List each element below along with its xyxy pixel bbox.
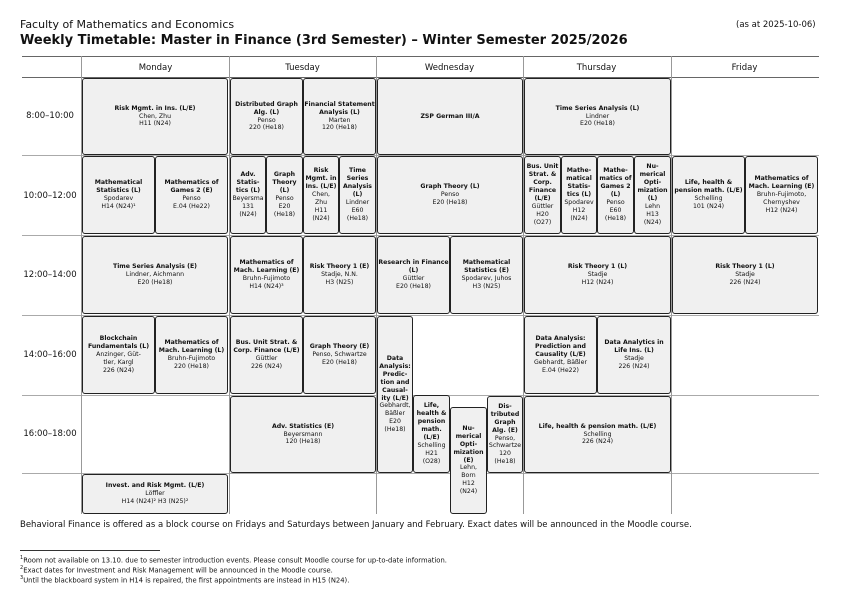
course-cell[interactable] (524, 316, 597, 394)
course-detail: H12 (462, 480, 475, 488)
course-title: Time Series Analysis (L) (342, 167, 372, 199)
course-detail: Penso (606, 198, 625, 206)
day-header-friday: Friday (731, 63, 758, 73)
course-title: Data Analysis: Prediction and Causality (L/E) (535, 335, 586, 359)
course-title: Distributed Graph Alg. (L) (235, 100, 298, 116)
course-cell[interactable] (82, 156, 155, 234)
course-cell[interactable] (230, 78, 303, 155)
course-cell[interactable] (377, 236, 450, 314)
course-detail: Gebhardt, (379, 402, 411, 410)
course-cell[interactable] (303, 156, 339, 234)
course-title: Mathe- matics of Games 2 (L) (599, 167, 632, 199)
course-detail: Stadje (735, 271, 755, 279)
course-cell[interactable] (450, 407, 487, 514)
course-detail: (O27) (533, 218, 552, 226)
footnote: $^3$Until the blackboard system in H14 is repaired, the first appointments are instead in H15 (N24). (20, 575, 350, 585)
course-title: Risk Mgmt. in Ins. (L/E) (114, 104, 196, 112)
course-cell[interactable] (524, 78, 671, 155)
course-detail: Bäßler (384, 410, 405, 418)
course-detail: E60 (351, 206, 364, 214)
course-title: Mathematical Statistics (E) (462, 259, 511, 275)
course-detail: Stadje (587, 271, 608, 279)
course-cell[interactable] (230, 236, 303, 314)
course-detail: H14 (N24)³ (249, 282, 284, 290)
course-cell[interactable] (339, 156, 376, 234)
course-detail: Anzinger, Güt- (96, 351, 141, 359)
course-detail: E20 (278, 202, 291, 210)
course-title: Mathematics of Games 2 (E) (164, 179, 219, 195)
course-detail: (He18) (384, 426, 406, 434)
day-header-thursday: Thursday (576, 63, 617, 73)
block-course-note: Behavioral Finance is offered as a block course on Fridays and Saturdays between January and February. Exact dates will be announced in the Moodle course. (20, 520, 692, 530)
course-detail: 120 (499, 450, 511, 458)
course-detail: Stadje (624, 355, 644, 362)
course-detail: Schwartze (488, 442, 522, 450)
course-detail: H12 (N24) (765, 206, 798, 214)
course-detail: E20 (He18) (432, 198, 468, 206)
course-cell[interactable] (634, 156, 671, 234)
course-detail: H14 (N24)¹ (101, 202, 136, 210)
course-title: Data Analytics in Life Ins. (L) (604, 339, 664, 355)
course-title: Nu- merical Opti- mization (E) (453, 424, 484, 464)
course-cell[interactable] (377, 316, 413, 473)
course-detail: Penso (257, 116, 276, 124)
course-title: Adv. Statis- tics (L) (235, 171, 261, 195)
course-cell[interactable] (672, 236, 818, 314)
course-detail: 101 (N24) (692, 202, 725, 210)
course-detail: E.04 (He22) (173, 202, 210, 210)
day-header-wednesday: Wednesday (424, 63, 475, 73)
course-detail: (He18) (273, 210, 296, 218)
course-detail: Lindner (585, 112, 610, 120)
course-detail: 226 (N24) (729, 278, 761, 286)
course-title: Risk Theory 1 (L) (715, 263, 775, 271)
course-detail: 226 (N24) (618, 362, 650, 370)
course-detail: Lehn, (460, 464, 477, 472)
course-detail: E.04 (He22) (542, 366, 579, 374)
course-detail: H12 (N24) (581, 278, 614, 286)
course-detail: H11 (314, 206, 328, 214)
course-detail: 131 (242, 202, 254, 210)
course-title: Mathematics of Mach. Learning (E) (233, 259, 300, 275)
course-detail: Bruhn-Fujimoto (167, 355, 216, 362)
course-cell[interactable] (524, 156, 561, 234)
course-cell[interactable] (450, 236, 523, 314)
course-detail: 220 (He18) (249, 124, 284, 132)
course-detail: H14 (N24)² H3 (N25)² (121, 497, 189, 505)
course-title: Graph Theory (E) (309, 343, 370, 351)
course-detail: Marten (328, 116, 351, 124)
course-detail: Güttler (255, 355, 278, 362)
course-title: Time Series Analysis (E) (112, 263, 198, 271)
footnote-divider (20, 550, 160, 551)
course-detail: H21 (425, 449, 438, 457)
course-detail: (He18) (494, 458, 516, 466)
course-title: Time Series Analysis (L) (555, 104, 640, 112)
time-label: 16:00–18:00 (23, 429, 77, 439)
course-detail: Penso (275, 195, 294, 202)
course-detail: H11 (N24) (139, 120, 171, 128)
course-detail: (N24) (239, 210, 257, 218)
course-detail: (N24) (643, 218, 662, 226)
course-cell[interactable] (303, 316, 376, 394)
course-cell[interactable] (230, 156, 266, 234)
course-detail: Gebhardt, Bäßler (534, 358, 587, 366)
course-detail: Born (461, 472, 476, 480)
course-detail: (He18) (346, 214, 369, 222)
course-detail: Bruhn-Fujimoto (242, 275, 291, 282)
course-cell[interactable] (82, 474, 228, 514)
course-cell[interactable] (524, 236, 671, 314)
course-detail: (He18) (604, 214, 627, 222)
course-title: Life, health & pension math. (L/E) (538, 422, 657, 430)
course-detail: H3 (N25) (325, 278, 354, 286)
course-detail: 220 (He18) (174, 362, 209, 370)
faculty-name: Faculty of Mathematics and Economics (20, 18, 235, 31)
footnote: $^2$Exact dates for Investment and Risk Management will be announced in the Moodle course. (20, 565, 333, 575)
course-cell[interactable] (672, 156, 745, 234)
course-title: Life, health & pension math. (L/E) (416, 402, 447, 441)
course-detail: 226 (N24) (581, 438, 614, 446)
course-detail: E20 (He18) (137, 278, 173, 286)
course-cell[interactable] (377, 78, 523, 155)
course-detail: Chernyshev (763, 198, 800, 206)
course-title: Research in Finance (L) (378, 259, 449, 275)
course-title: Life, health & pension math. (L/E) (674, 179, 743, 195)
course-detail: Chen, Zhu (139, 112, 171, 120)
course-title: ZSP German III/A (420, 112, 480, 120)
course-detail: Löffler (145, 490, 165, 498)
day-header-tuesday: Tuesday (285, 63, 320, 73)
time-label: 14:00–16:00 (23, 350, 77, 360)
course-detail: E20 (He18) (322, 358, 357, 366)
day-header-monday: Monday (138, 63, 173, 73)
course-title: Mathe- matical Statis- tics (L) (566, 167, 592, 199)
time-label: 12:00–14:00 (23, 270, 77, 280)
course-title: Mathematics of Mach. Learning (L) (158, 339, 225, 355)
course-detail: (O28) (422, 457, 441, 465)
time-label: 10:00–12:00 (23, 191, 77, 201)
course-title: Bus. Unit Strat. & Corp. Finance (L/E) (526, 163, 559, 202)
course-detail: Penso (182, 195, 201, 202)
course-cell[interactable] (377, 156, 523, 234)
course-cell[interactable] (230, 396, 376, 473)
course-title: Graph Theory (L) (272, 171, 297, 195)
course-detail: Lindner, Aichmann (125, 271, 185, 279)
time-label: 8:00–10:00 (26, 111, 74, 121)
course-detail: Lehn (645, 202, 660, 210)
course-cell[interactable] (266, 156, 303, 234)
course-cell[interactable] (597, 316, 671, 394)
page-title: Weekly Timetable: Master in Finance (3rd Semester) – Winter Semester 2025/2026 (20, 33, 628, 48)
course-title: Mathematics of Mach. Learning (E) (748, 175, 815, 191)
course-cell[interactable] (82, 236, 228, 314)
grid-line (22, 56, 819, 57)
course-detail: E20 (389, 418, 401, 426)
course-title: Risk Mgmt. in Ins. (L/E) (305, 167, 337, 191)
course-detail: (N24) (312, 214, 330, 222)
course-detail: Güttler (402, 275, 425, 282)
course-detail: Penso, Schwartze (312, 351, 367, 359)
course-title: Invest. and Risk Mgmt. (L/E) (105, 482, 205, 490)
course-title: Mathematical Statistics (L) (94, 179, 143, 195)
course-detail: E20 (He18) (580, 120, 615, 128)
course-detail: Schelling (583, 430, 612, 438)
course-title: Risk Theory 1 (L) (567, 263, 628, 271)
course-detail: Schelling (417, 441, 446, 449)
course-cell[interactable] (413, 395, 450, 473)
course-detail: H13 (646, 210, 659, 218)
course-cell[interactable] (303, 78, 376, 155)
course-detail: Penso (440, 191, 460, 199)
course-cell[interactable] (487, 396, 523, 473)
course-detail: E60 (609, 206, 622, 214)
course-detail: E20 (He18) (396, 282, 431, 290)
course-detail: 226 (N24) (102, 366, 135, 374)
course-cell[interactable] (597, 156, 634, 234)
course-detail: Bruhn-Fujimoto, (756, 191, 807, 199)
course-detail: Spodarev, Juhos (461, 275, 512, 282)
course-detail: Beyersmann (283, 430, 323, 438)
course-detail: H20 (536, 210, 549, 218)
course-detail: (N24) (459, 488, 478, 496)
course-detail: Zhu (314, 198, 328, 206)
course-title: Blockchain Fundamentals (L) (87, 335, 150, 351)
course-title: Adv. Statistics (E) (271, 422, 335, 430)
course-detail: Güttler (531, 202, 554, 210)
course-detail: Chen, (312, 191, 330, 199)
course-detail: Beyersma (232, 195, 264, 202)
course-cell[interactable] (82, 78, 228, 155)
course-detail: Penso, (494, 434, 516, 442)
course-cell[interactable] (524, 396, 671, 473)
course-title: Nu- merical Opti- mization (L) (637, 163, 668, 202)
course-cell[interactable] (745, 156, 818, 234)
course-cell[interactable] (82, 316, 155, 394)
course-detail: Stadje, N.N. (321, 271, 358, 279)
course-detail: Schelling (694, 195, 723, 202)
course-title: Data Analysis: Predic- tion and Causal- ity (L/E) (379, 354, 411, 402)
footnote: $^1$Room not available on 13.10. due to semester introduction events. Please consult Moodle course for up-to-date information. (20, 555, 447, 565)
as-at-date: (as at 2025-10-06) (736, 20, 816, 30)
course-title: Graph Theory (L) (420, 183, 480, 191)
course-detail: Lindner (345, 198, 370, 206)
course-cell[interactable] (230, 316, 303, 394)
course-title: Dis- tributed Graph Alg. (E) (490, 402, 520, 434)
course-detail: 226 (N24) (250, 362, 283, 370)
course-cell[interactable] (155, 316, 228, 394)
course-detail: tler, Kargl (103, 358, 134, 366)
course-detail: (N24) (570, 214, 588, 222)
course-detail: 120 (He18) (322, 124, 357, 132)
course-cell[interactable] (303, 236, 376, 314)
course-detail: Spodarev (564, 198, 594, 206)
course-detail: Spodarev (103, 195, 134, 202)
course-cell[interactable] (155, 156, 228, 234)
course-title: Financial Statement Analysis (L) (304, 100, 375, 116)
course-title: Bus. Unit Strat. & Corp. Finance (L/E) (233, 339, 300, 355)
course-title: Risk Theory 1 (E) (309, 263, 370, 271)
course-detail: H3 (N25) (472, 282, 501, 290)
course-detail: H12 (572, 206, 586, 214)
course-detail: 120 (He18) (285, 438, 321, 446)
course-cell[interactable] (561, 156, 597, 234)
